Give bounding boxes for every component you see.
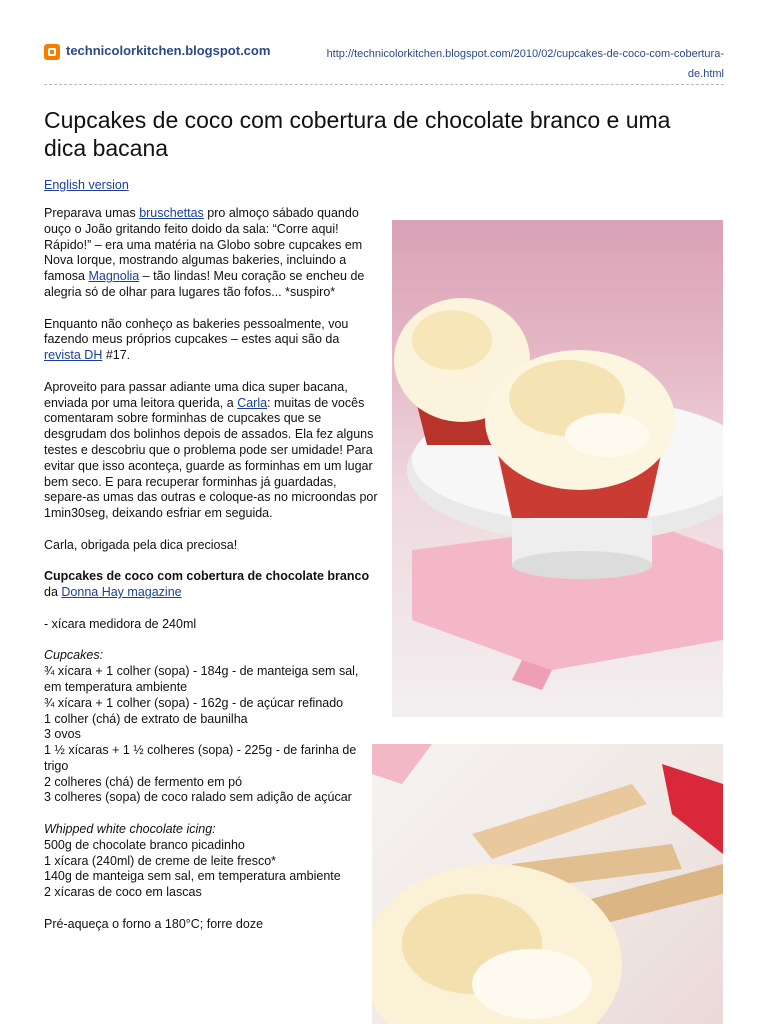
closeup-illustration: [372, 744, 723, 1024]
text: #17.: [102, 348, 131, 363]
bruschettas-link[interactable]: bruschettas: [139, 206, 204, 220]
cupcakes-illustration: [392, 220, 723, 717]
paragraph-intro: [44, 206, 378, 301]
ingredient-item: 1 colher (chá) de extrato de baunilha: [44, 711, 248, 726]
ingredient-item: 1 ½ xícaras + 1 ½ colheres (sopa) - 225g - de farinha de trigo: [44, 743, 357, 773]
source-url-link[interactable]: http://technicolorkitchen.blogspot.com/2010/02/cupcakes-de-coco-com-cobertura-de.html: [326, 48, 724, 80]
ingredient-item: 3 ovos: [44, 727, 81, 742]
blogger-icon: [44, 44, 60, 60]
post-body: [44, 206, 378, 933]
text: pro almoço sábado quando ouço o João gritando feito doido da sala: “Corre aqui! Rápido!” – era uma matéria na Globo sobre cupcakes em Nova Iorque, mostrando algumas bakeries, incluindo a famosa: [44, 206, 363, 284]
ingredient-item: 140g de manteiga sem sal, em temperatura ambiente: [44, 869, 341, 884]
magnolia-link[interactable]: Magnolia: [88, 269, 140, 284]
text: – tão lindas! Meu coração se encheu de alegria só de olhar para lugares tão fofos... *suspiro*: [44, 269, 365, 299]
cup-note: - xícara medidora de 240ml: [44, 616, 197, 631]
paragraph-bakeries: [44, 317, 378, 364]
cupcakes-photo: [392, 220, 723, 717]
icing-heading: Whipped white chocolate icing:: [44, 822, 216, 837]
text: Aproveito para passar adiante uma dica super bacana, enviada por uma leitora querida, a: [44, 379, 348, 410]
recipe-source: [44, 585, 378, 601]
text: : muitas de vocês comentaram sobre forminhas de cupcakes que se desgrudam dos bolinhos depois de assados. Ela fez alguns testes e descobriu que o problema pode ser umidade! Para evitar que isso aconteça, guarde as forminhas em um lugar bem seco. E para recuperar forminhas já guardadas, separe-as umas das outras e coloque-as no microondas por 1min30seg, deixando esfriar em seguida.: [44, 395, 378, 521]
paragraph-thanks: Carla, obrigada pela dica preciosa!: [44, 537, 238, 552]
text: da: [44, 585, 62, 600]
revista-dh-link[interactable]: revista DH: [44, 348, 103, 363]
paragraph-tip: [44, 380, 378, 522]
ingredient-item: 2 xícaras de coco em lascas: [44, 885, 202, 900]
ingredient-item: ¾ xícara + 1 colher (sopa) - 162g - de açúcar refinado: [44, 695, 344, 710]
donna-hay-link[interactable]: Donna Hay magazine: [61, 585, 182, 600]
recipe-title: Cupcakes de coco com cobertura de chocolate branco: [44, 569, 370, 584]
cupcake-closeup-photo: [372, 744, 723, 1024]
method-text: Pré-aqueça o forno a 180°C; forre doze: [44, 916, 264, 931]
ingredient-item: 3 colheres (sopa) de coco ralado sem adição de açúcar: [44, 790, 352, 805]
text: Preparava umas: [44, 206, 140, 220]
ingredient-item: 500g de chocolate branco picadinho: [44, 837, 245, 852]
site-name-link[interactable]: technicolorkitchen.blogspot.com: [66, 43, 271, 58]
cupcakes-heading: Cupcakes:: [44, 648, 104, 663]
text: Enquanto não conheço as bakeries pessoalmente, vou fazendo meus próprios cupcakes – estes aqui são da: [44, 316, 349, 347]
ingredient-item: 2 colheres (chá) de fermento em pó: [44, 774, 243, 789]
english-version-link[interactable]: English version: [44, 178, 129, 192]
header-divider: [44, 84, 724, 85]
page-header: [44, 40, 724, 84]
carla-link[interactable]: Carla: [237, 395, 268, 410]
ingredient-item: 1 xícara (240ml) de creme de leite fresco*: [44, 853, 277, 868]
post-title: Cupcakes de coco com cobertura de chocolate branco e uma dica bacana: [44, 107, 671, 161]
ingredient-item: ¾ xícara + 1 colher (sopa) - 184g - de manteiga sem sal, em temperatura ambiente: [44, 664, 359, 694]
